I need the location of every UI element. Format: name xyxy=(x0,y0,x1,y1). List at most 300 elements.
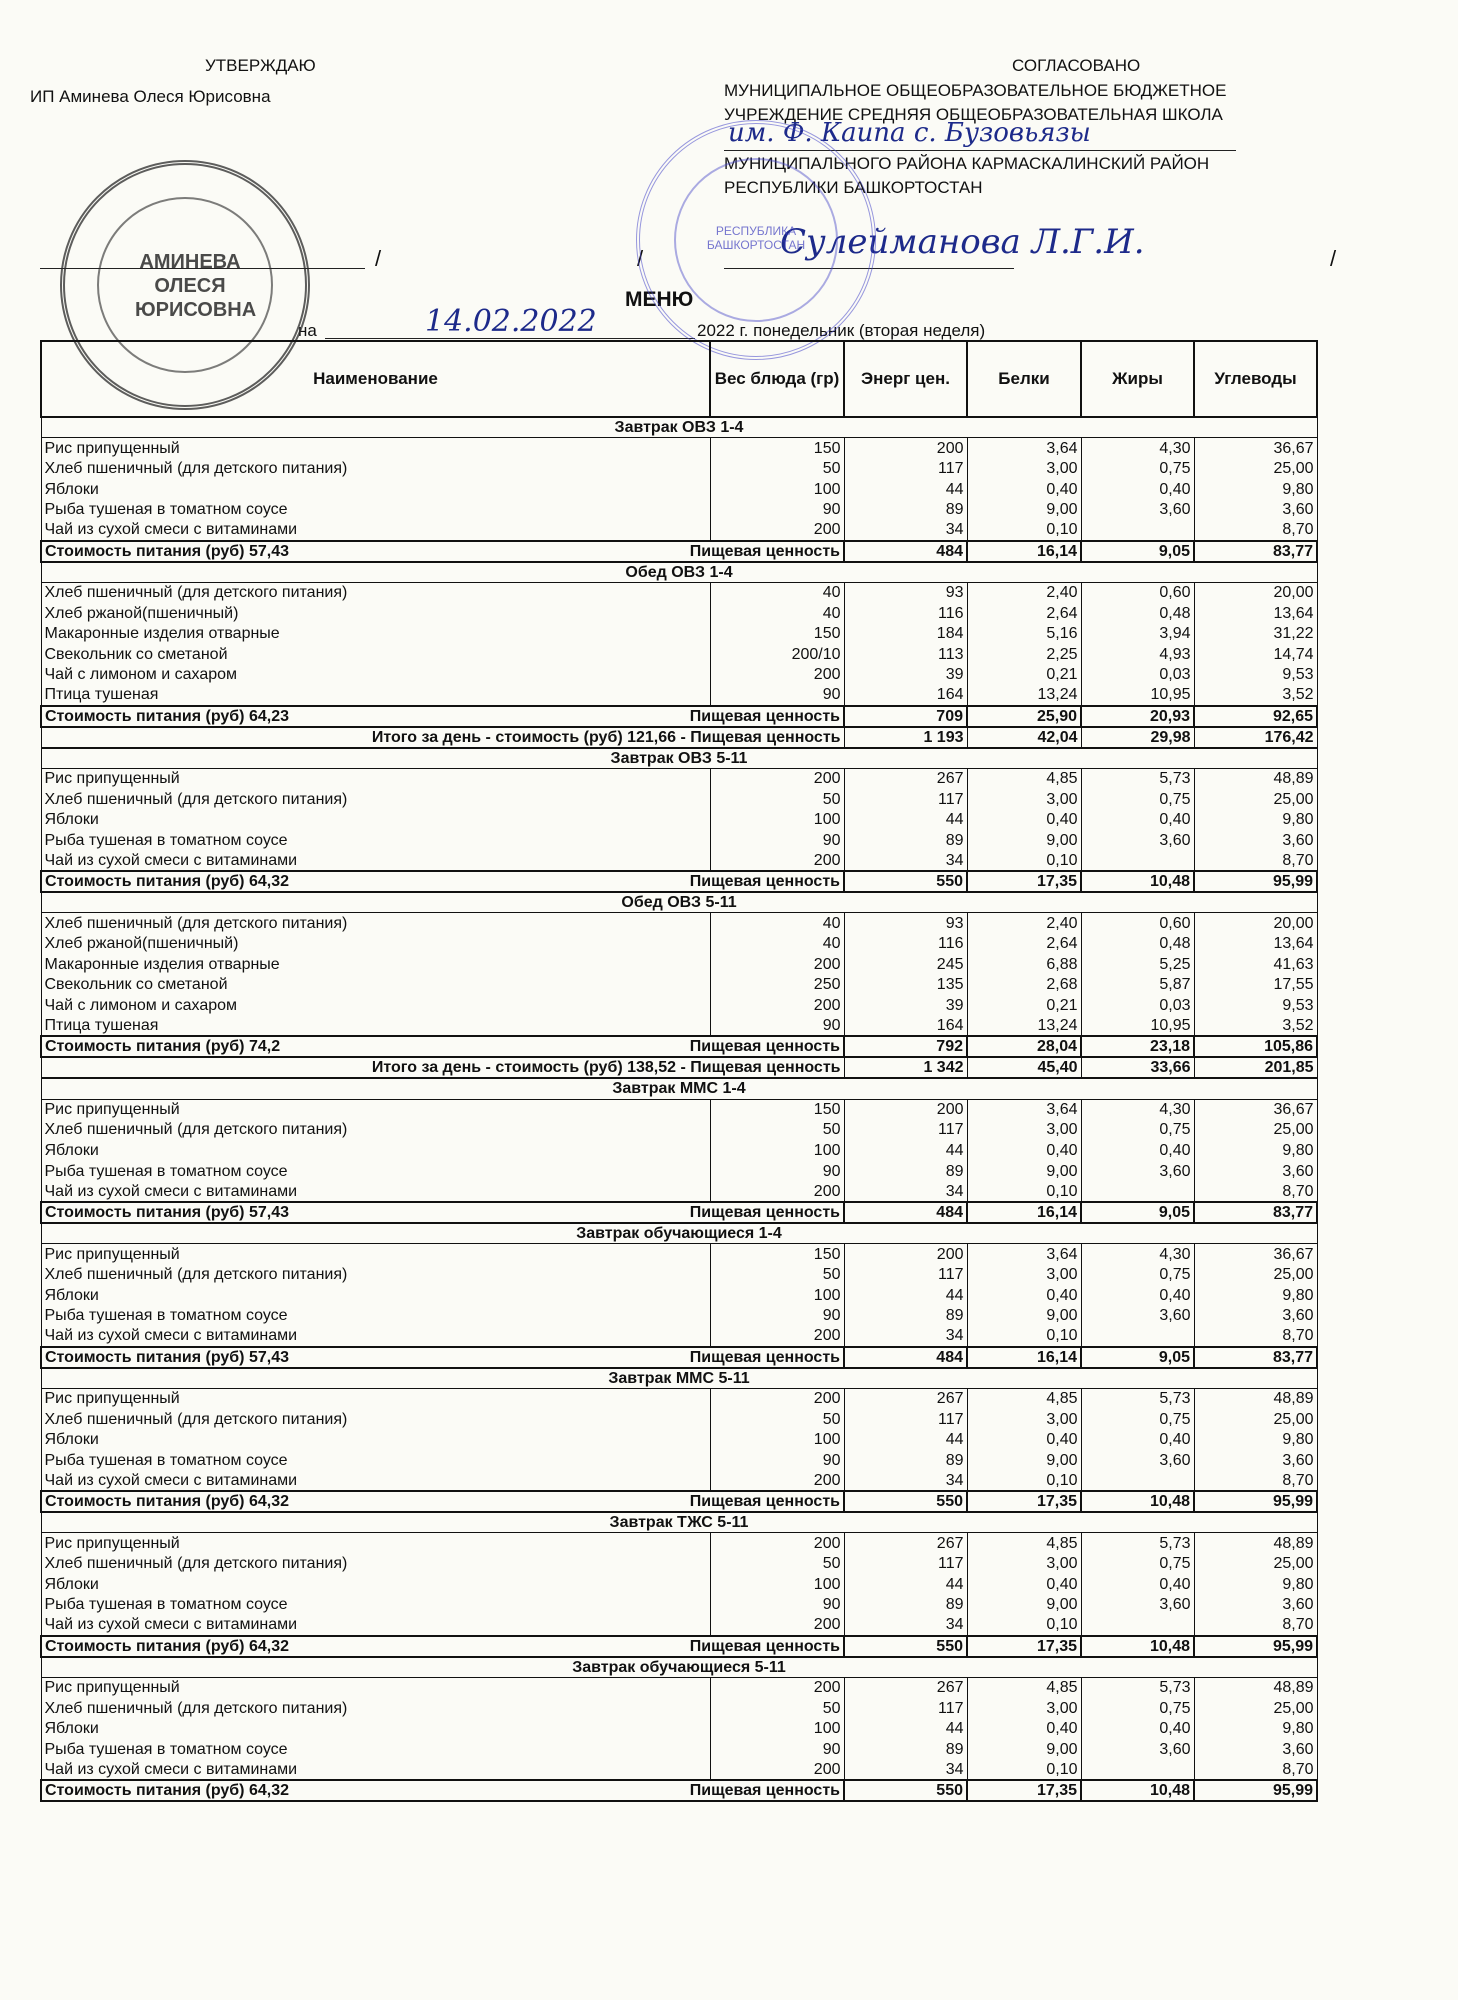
table-row xyxy=(41,768,1317,789)
org-line-5: РЕСПУБЛИКИ БАШКОРТОСТАН xyxy=(724,178,983,197)
dish-weight: 200 xyxy=(710,1471,844,1492)
org-line-2: УЧРЕЖДЕНИЕ СРЕДНЯЯ ОБЩЕОБРАЗОВАТЕЛЬНАЯ ШКОЛА xyxy=(724,105,1223,124)
dish-name: Рис припущенный xyxy=(41,1099,710,1120)
total-carbs: 83,77 xyxy=(1194,541,1317,562)
dish-name: Хлеб пшеничный (для детского питания) xyxy=(41,913,710,934)
dish-carbs: 8,70 xyxy=(1194,1615,1317,1636)
total-protein: 16,14 xyxy=(967,1347,1081,1368)
dish-protein: 13,24 xyxy=(967,1016,1081,1037)
table-row xyxy=(41,1409,1317,1430)
dish-fat: 3,60 xyxy=(1081,1739,1194,1760)
dish-weight: 90 xyxy=(710,1016,844,1037)
dish-carbs: 25,00 xyxy=(1194,1264,1317,1285)
dish-protein: 9,00 xyxy=(967,830,1081,851)
dish-weight: 50 xyxy=(710,458,844,479)
table-row xyxy=(41,1718,1317,1739)
table-row xyxy=(41,851,1317,872)
dish-weight: 90 xyxy=(710,830,844,851)
dish-name: Чай с лимоном и сахаром xyxy=(41,665,710,686)
table-row xyxy=(41,1595,1317,1616)
dish-fat: 0,60 xyxy=(1081,913,1194,934)
dish-energy: 44 xyxy=(844,1718,967,1739)
dish-name: Чай из сухой смеси с витаминами xyxy=(41,1615,710,1636)
agreed-stamp-text: РЕСПУБЛИКА БАШКОРТОСТАН xyxy=(706,224,806,252)
dish-protein: 4,85 xyxy=(967,1677,1081,1698)
day-energy: 1 342 xyxy=(844,1057,967,1078)
dish-carbs: 36,67 xyxy=(1194,1099,1317,1120)
dish-fat: 0,40 xyxy=(1081,1429,1194,1450)
table-row xyxy=(41,830,1317,851)
section-total-row xyxy=(41,541,1317,562)
section-cost: Стоимость питания (руб) 64,32 xyxy=(45,1493,289,1511)
dish-carbs: 13,64 xyxy=(1194,603,1317,624)
dish-weight: 200 xyxy=(710,1326,844,1347)
section-title: Завтрак обучающиеся 5-11 xyxy=(41,1657,1317,1678)
dish-energy: 34 xyxy=(844,1326,967,1347)
dish-carbs: 25,00 xyxy=(1194,458,1317,479)
dish-energy: 34 xyxy=(844,1181,967,1202)
dish-weight: 40 xyxy=(710,933,844,954)
agreed-slash-right: / xyxy=(1330,246,1337,271)
dish-carbs: 9,53 xyxy=(1194,665,1317,686)
dish-carbs: 48,89 xyxy=(1194,1533,1317,1554)
total-carbs: 95,99 xyxy=(1194,871,1317,892)
dish-energy: 89 xyxy=(844,830,967,851)
org-line-1: МУНИЦИПАЛЬНОЕ ОБЩЕОБРАЗОВАТЕЛЬНОЕ БЮДЖЕТНОЕ xyxy=(724,81,1227,100)
section-cost: Стоимость питания (руб) 64,32 xyxy=(45,1637,289,1655)
dish-protein: 0,40 xyxy=(967,1140,1081,1161)
total-fat: 10,48 xyxy=(1081,1780,1194,1801)
total-energy: 550 xyxy=(844,871,967,892)
dish-protein: 4,85 xyxy=(967,768,1081,789)
section-total-label xyxy=(41,871,844,892)
total-fat: 23,18 xyxy=(1081,1036,1194,1057)
dish-name: Яблоки xyxy=(41,1718,710,1739)
dish-weight: 90 xyxy=(710,1739,844,1760)
section-title-row xyxy=(41,1512,1317,1533)
dish-protein: 9,00 xyxy=(967,1305,1081,1326)
section-title: Завтрак ОВЗ 1-4 xyxy=(41,417,1317,438)
dish-protein: 2,40 xyxy=(967,913,1081,934)
approve-stamp-text: АМИНЕВА ОЛЕСЯ ЮРИСОВНА xyxy=(135,251,257,321)
dish-name: Чай из сухой смеси с витаминами xyxy=(41,1181,710,1202)
dish-carbs: 9,53 xyxy=(1194,995,1317,1016)
dish-fat: 4,30 xyxy=(1081,1099,1194,1120)
section-total-row xyxy=(41,1202,1317,1223)
dish-fat: 0,60 xyxy=(1081,582,1194,603)
dish-carbs: 36,67 xyxy=(1194,438,1317,459)
dish-name: Чай из сухой смеси с витаминами xyxy=(41,1760,710,1781)
section-title: Обед ОВЗ 5-11 xyxy=(41,892,1317,913)
dish-carbs: 8,70 xyxy=(1194,1471,1317,1492)
nutrition-value-label: Пищевая ценность xyxy=(689,1348,840,1366)
total-protein: 17,35 xyxy=(967,1780,1081,1801)
dish-weight: 90 xyxy=(710,1595,844,1616)
dish-weight: 100 xyxy=(710,810,844,831)
dish-weight: 200 xyxy=(710,520,844,541)
dish-protein: 2,64 xyxy=(967,603,1081,624)
col-header-fat: Жиры xyxy=(1081,341,1194,417)
dish-fat: 0,75 xyxy=(1081,789,1194,810)
day-fat: 33,66 xyxy=(1081,1057,1194,1078)
dish-energy: 267 xyxy=(844,1388,967,1409)
total-energy: 709 xyxy=(844,706,967,727)
section-title-row xyxy=(41,748,1317,769)
table-row xyxy=(41,685,1317,706)
dish-protein: 3,00 xyxy=(967,1120,1081,1141)
dish-name: Хлеб пшеничный (для детского питания) xyxy=(41,1120,710,1141)
dish-energy: 113 xyxy=(844,644,967,665)
dish-energy: 135 xyxy=(844,975,967,996)
dish-name: Яблоки xyxy=(41,810,710,831)
dish-energy: 117 xyxy=(844,789,967,810)
section-cost: Стоимость питания (руб) 64,23 xyxy=(45,707,289,725)
dish-fat: 0,48 xyxy=(1081,933,1194,954)
dish-weight: 200 xyxy=(710,851,844,872)
table-row xyxy=(41,520,1317,541)
table-row xyxy=(41,1677,1317,1698)
dish-energy: 44 xyxy=(844,1429,967,1450)
dish-carbs: 36,67 xyxy=(1194,1244,1317,1265)
dish-fat: 0,40 xyxy=(1081,1718,1194,1739)
table-row xyxy=(41,1120,1317,1141)
dish-name: Рис припущенный xyxy=(41,1533,710,1554)
dish-fat: 4,30 xyxy=(1081,1244,1194,1265)
dish-name: Рис припущенный xyxy=(41,768,710,789)
dish-energy: 117 xyxy=(844,1698,967,1719)
dish-carbs: 3,60 xyxy=(1194,1305,1317,1326)
dish-energy: 44 xyxy=(844,479,967,500)
dish-name: Яблоки xyxy=(41,1285,710,1306)
table-row xyxy=(41,913,1317,934)
dish-weight: 200 xyxy=(710,1760,844,1781)
dish-carbs: 3,60 xyxy=(1194,1450,1317,1471)
dish-carbs: 48,89 xyxy=(1194,768,1317,789)
dish-weight: 200 xyxy=(710,1677,844,1698)
dish-name: Яблоки xyxy=(41,479,710,500)
total-carbs: 105,86 xyxy=(1194,1036,1317,1057)
dish-protein: 0,40 xyxy=(967,1285,1081,1306)
dish-carbs: 9,80 xyxy=(1194,810,1317,831)
dish-carbs: 9,80 xyxy=(1194,1574,1317,1595)
dish-weight: 200 xyxy=(710,1181,844,1202)
dish-protein: 9,00 xyxy=(967,499,1081,520)
nutrition-value-label: Пищевая ценность xyxy=(689,1204,840,1221)
table-row xyxy=(41,1429,1317,1450)
section-cost: Стоимость питания (руб) 64,32 xyxy=(45,1782,289,1800)
section-title: Завтрак ОВЗ 5-11 xyxy=(41,748,1317,769)
dish-name: Чай из сухой смеси с витаминами xyxy=(41,520,710,541)
dish-carbs: 3,52 xyxy=(1194,1016,1317,1037)
approve-label: УТВЕРЖДАЮ xyxy=(205,56,316,75)
total-fat: 10,48 xyxy=(1081,1491,1194,1512)
table-row xyxy=(41,1016,1317,1037)
dish-weight: 150 xyxy=(710,1099,844,1120)
dish-name: Хлеб пшеничный (для детского питания) xyxy=(41,1698,710,1719)
total-carbs: 95,99 xyxy=(1194,1636,1317,1657)
dish-weight: 50 xyxy=(710,1120,844,1141)
dish-weight: 50 xyxy=(710,1553,844,1574)
dish-energy: 44 xyxy=(844,1140,967,1161)
dish-energy: 89 xyxy=(844,1595,967,1616)
total-protein: 16,14 xyxy=(967,1202,1081,1223)
dish-fat: 3,60 xyxy=(1081,830,1194,851)
total-energy: 550 xyxy=(844,1780,967,1801)
dish-protein: 3,64 xyxy=(967,1244,1081,1265)
dish-protein: 3,00 xyxy=(967,789,1081,810)
table-row xyxy=(41,665,1317,686)
nutrition-value-label: Пищевая ценность xyxy=(689,1038,840,1056)
dish-name: Свекольник со сметаной xyxy=(41,975,710,996)
dish-protein: 3,00 xyxy=(967,458,1081,479)
dish-name: Хлеб пшеничный (для детского питания) xyxy=(41,458,710,479)
nutrition-value-label: Пищевая ценность xyxy=(689,707,840,725)
date-prefix: на xyxy=(298,321,317,340)
dish-carbs: 31,22 xyxy=(1194,623,1317,644)
dish-name: Рис припущенный xyxy=(41,438,710,459)
table-row xyxy=(41,1285,1317,1306)
dish-weight: 150 xyxy=(710,1244,844,1265)
dish-weight: 200 xyxy=(710,1615,844,1636)
section-total-row xyxy=(41,1780,1317,1801)
section-title-row xyxy=(41,417,1317,438)
dish-weight: 90 xyxy=(710,1161,844,1182)
dish-name: Рыба тушеная в томатном соусе xyxy=(41,1305,710,1326)
section-title-row xyxy=(41,1368,1317,1389)
table-row xyxy=(41,975,1317,996)
dish-protein: 13,24 xyxy=(967,685,1081,706)
dish-energy: 164 xyxy=(844,685,967,706)
col-header-energy: Энерг цен. xyxy=(844,341,967,417)
dish-fat: 0,40 xyxy=(1081,479,1194,500)
dish-carbs: 48,89 xyxy=(1194,1677,1317,1698)
section-title: Завтрак обучающиеся 1-4 xyxy=(41,1223,1317,1244)
table-row xyxy=(41,1533,1317,1554)
section-title: Обед ОВЗ 1-4 xyxy=(41,562,1317,583)
dish-fat: 5,87 xyxy=(1081,975,1194,996)
dish-protein: 0,21 xyxy=(967,665,1081,686)
col-header-protein: Белки xyxy=(967,341,1081,417)
dish-name: Рыба тушеная в томатном соусе xyxy=(41,1161,710,1182)
total-fat: 9,05 xyxy=(1081,541,1194,562)
dish-energy: 39 xyxy=(844,665,967,686)
total-protein: 25,90 xyxy=(967,706,1081,727)
dish-fat: 0,48 xyxy=(1081,603,1194,624)
agreed-stamp xyxy=(636,120,876,360)
dish-energy: 89 xyxy=(844,1450,967,1471)
dish-weight: 40 xyxy=(710,913,844,934)
total-protein: 28,04 xyxy=(967,1036,1081,1057)
table-row xyxy=(41,1739,1317,1760)
dish-name: Рыба тушеная в томатном соусе xyxy=(41,1739,710,1760)
dish-fat: 10,95 xyxy=(1081,1016,1194,1037)
dish-protein: 0,40 xyxy=(967,1429,1081,1450)
dish-energy: 34 xyxy=(844,1471,967,1492)
dish-fat: 3,60 xyxy=(1081,499,1194,520)
dish-energy: 44 xyxy=(844,810,967,831)
dish-carbs: 20,00 xyxy=(1194,582,1317,603)
dish-weight: 90 xyxy=(710,1305,844,1326)
dish-weight: 50 xyxy=(710,1409,844,1430)
dish-carbs: 13,64 xyxy=(1194,933,1317,954)
dish-carbs: 3,52 xyxy=(1194,685,1317,706)
date-handwritten: 14.02.2022 xyxy=(425,304,597,339)
dish-name: Чай из сухой смеси с витаминами xyxy=(41,1326,710,1347)
dish-fat: 0,40 xyxy=(1081,810,1194,831)
table-row xyxy=(41,1099,1317,1120)
page-title: МЕНЮ xyxy=(625,288,694,311)
dish-fat: 4,30 xyxy=(1081,438,1194,459)
section-title-row xyxy=(41,1657,1317,1678)
section-title: Завтрак ММС 5-11 xyxy=(41,1368,1317,1389)
table-row xyxy=(41,1471,1317,1492)
nutrition-value-label: Пищевая ценность xyxy=(689,1637,840,1655)
dish-name: Рыба тушеная в томатном соусе xyxy=(41,1595,710,1616)
dish-name: Хлеб пшеничный (для детского питания) xyxy=(41,1264,710,1285)
dish-protein: 9,00 xyxy=(967,1595,1081,1616)
dish-weight: 200/10 xyxy=(710,644,844,665)
dish-fat: 5,73 xyxy=(1081,1677,1194,1698)
dish-fat: 0,03 xyxy=(1081,665,1194,686)
day-total-label: Итого за день - стоимость (руб) 121,66 - Пищевая ценность xyxy=(41,727,844,748)
total-fat: 20,93 xyxy=(1081,706,1194,727)
dish-name: Хлеб пшеничный (для детского питания) xyxy=(41,1553,710,1574)
section-total-label xyxy=(41,1347,844,1368)
agreed-label: СОГЛАСОВАНО xyxy=(1012,56,1141,75)
dish-weight: 100 xyxy=(710,479,844,500)
dish-protein: 5,16 xyxy=(967,623,1081,644)
dish-fat: 3,60 xyxy=(1081,1161,1194,1182)
dish-fat xyxy=(1081,1471,1194,1492)
total-protein: 16,14 xyxy=(967,541,1081,562)
table-row xyxy=(41,644,1317,665)
section-total-row xyxy=(41,1491,1317,1512)
total-protein: 17,35 xyxy=(967,871,1081,892)
dish-carbs: 3,60 xyxy=(1194,1161,1317,1182)
dish-fat: 0,75 xyxy=(1081,1264,1194,1285)
dish-energy: 117 xyxy=(844,458,967,479)
dish-carbs: 9,80 xyxy=(1194,1429,1317,1450)
dish-carbs: 17,55 xyxy=(1194,975,1317,996)
table-row xyxy=(41,499,1317,520)
dish-fat: 0,40 xyxy=(1081,1140,1194,1161)
dish-energy: 34 xyxy=(844,1615,967,1636)
dish-protein: 2,25 xyxy=(967,644,1081,665)
col-header-carbs: Углеводы xyxy=(1194,341,1317,417)
section-cost: Стоимость питания (руб) 57,43 xyxy=(45,1204,289,1221)
dish-energy: 89 xyxy=(844,499,967,520)
dish-fat: 10,95 xyxy=(1081,685,1194,706)
dish-fat: 0,40 xyxy=(1081,1574,1194,1595)
table-row xyxy=(41,995,1317,1016)
dish-fat xyxy=(1081,1760,1194,1781)
dish-carbs: 25,00 xyxy=(1194,1409,1317,1430)
day-total-label: Итого за день - стоимость (руб) 138,52 - Пищевая ценность xyxy=(41,1057,844,1078)
dish-name: Свекольник со сметаной xyxy=(41,644,710,665)
table-header-row xyxy=(41,341,1317,417)
dish-name: Яблоки xyxy=(41,1140,710,1161)
dish-fat: 5,73 xyxy=(1081,768,1194,789)
dish-carbs: 14,74 xyxy=(1194,644,1317,665)
dish-carbs: 8,70 xyxy=(1194,1181,1317,1202)
dish-weight: 90 xyxy=(710,499,844,520)
table-row xyxy=(41,582,1317,603)
section-total-row xyxy=(41,1036,1317,1057)
dish-carbs: 3,60 xyxy=(1194,830,1317,851)
section-total-label xyxy=(41,1780,844,1801)
org-line-3-handwritten: им. Ф. Каипа с. Бузовьязы xyxy=(728,118,1091,148)
dish-protein: 0,10 xyxy=(967,1181,1081,1202)
dish-carbs: 9,80 xyxy=(1194,479,1317,500)
dish-weight: 40 xyxy=(710,603,844,624)
dish-name: Чай из сухой смеси с витаминами xyxy=(41,851,710,872)
dish-weight: 90 xyxy=(710,1450,844,1471)
dish-energy: 116 xyxy=(844,603,967,624)
dish-fat xyxy=(1081,1181,1194,1202)
dish-fat: 3,60 xyxy=(1081,1305,1194,1326)
total-protein: 17,35 xyxy=(967,1491,1081,1512)
dish-fat xyxy=(1081,1326,1194,1347)
total-carbs: 83,77 xyxy=(1194,1347,1317,1368)
day-protein: 42,04 xyxy=(967,727,1081,748)
dish-fat: 3,94 xyxy=(1081,623,1194,644)
table-row xyxy=(41,1161,1317,1182)
total-energy: 484 xyxy=(844,1347,967,1368)
dish-weight: 150 xyxy=(710,623,844,644)
section-total-row xyxy=(41,1636,1317,1657)
dish-energy: 200 xyxy=(844,438,967,459)
table-row xyxy=(41,458,1317,479)
section-cost: Стоимость питания (руб) 74,2 xyxy=(45,1038,281,1056)
dish-protein: 0,10 xyxy=(967,1615,1081,1636)
dish-energy: 117 xyxy=(844,1409,967,1430)
table-row xyxy=(41,1305,1317,1326)
dish-fat: 5,73 xyxy=(1081,1388,1194,1409)
dish-fat: 5,73 xyxy=(1081,1533,1194,1554)
total-fat: 10,48 xyxy=(1081,871,1194,892)
dish-name: Чай с лимоном и сахаром xyxy=(41,995,710,1016)
section-title: Завтрак ММС 1-4 xyxy=(41,1078,1317,1099)
dish-weight: 50 xyxy=(710,1264,844,1285)
table-row xyxy=(41,1326,1317,1347)
dish-weight: 50 xyxy=(710,789,844,810)
dish-energy: 164 xyxy=(844,1016,967,1037)
dish-name: Хлеб пшеничный (для детского питания) xyxy=(41,789,710,810)
total-energy: 792 xyxy=(844,1036,967,1057)
dish-carbs: 8,70 xyxy=(1194,851,1317,872)
table-row xyxy=(41,1450,1317,1471)
dish-name: Птица тушеная xyxy=(41,1016,710,1037)
table-row xyxy=(41,789,1317,810)
section-cost: Стоимость питания (руб) 57,43 xyxy=(45,1348,289,1366)
dish-weight: 150 xyxy=(710,438,844,459)
table-row xyxy=(41,1553,1317,1574)
dish-fat: 0,75 xyxy=(1081,458,1194,479)
dish-weight: 200 xyxy=(710,768,844,789)
dish-name: Рис припущенный xyxy=(41,1244,710,1265)
total-carbs: 95,99 xyxy=(1194,1780,1317,1801)
table-row xyxy=(41,954,1317,975)
day-protein: 45,40 xyxy=(967,1057,1081,1078)
dish-name: Яблоки xyxy=(41,1574,710,1595)
dish-protein: 4,85 xyxy=(967,1533,1081,1554)
org-line-4: МУНИЦИПАЛЬНОГО РАЙОНА КАРМАСКАЛИНСКИЙ РАЙОН xyxy=(724,154,1210,173)
dish-name: Рис припущенный xyxy=(41,1677,710,1698)
dish-name: Чай из сухой смеси с витаминами xyxy=(41,1471,710,1492)
dish-energy: 184 xyxy=(844,623,967,644)
dish-protein: 3,00 xyxy=(967,1698,1081,1719)
dish-energy: 93 xyxy=(844,582,967,603)
